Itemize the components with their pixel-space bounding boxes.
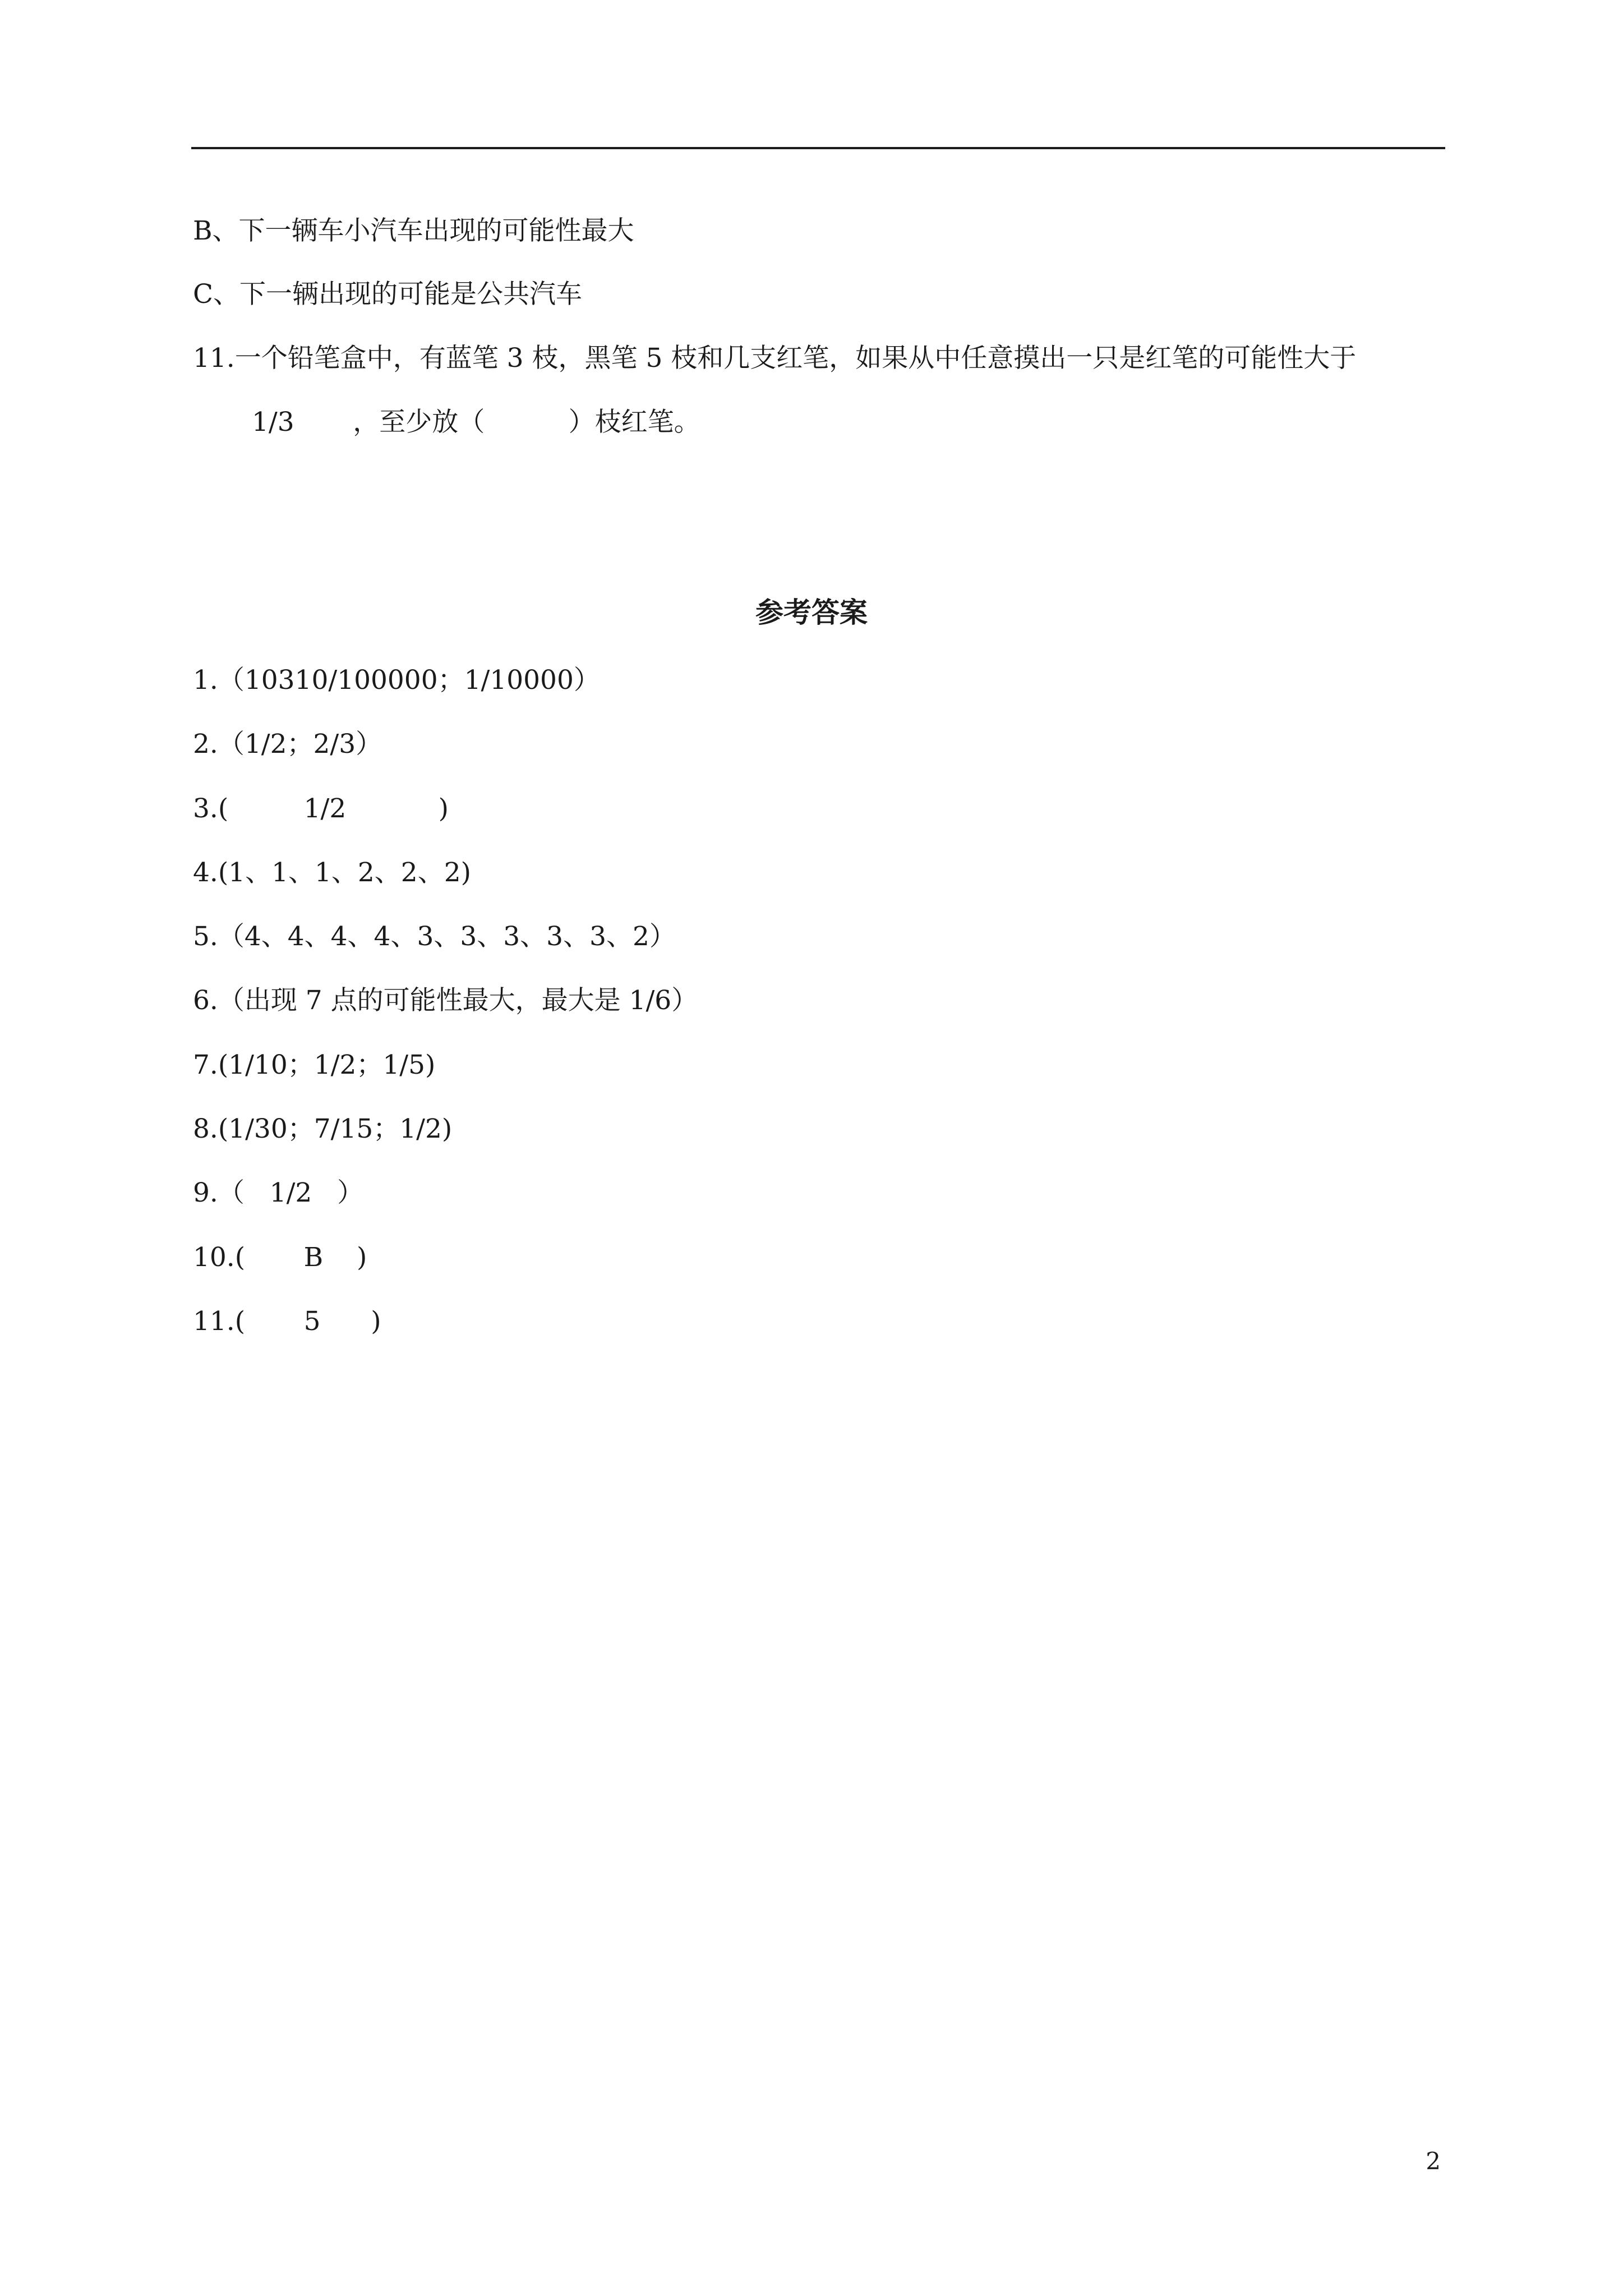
- answer-item-1: 1.（10310/100000；1/10000）: [193, 665, 600, 696]
- answer-item-8: 8.(1/30；7/15；1/2): [193, 1114, 453, 1144]
- answer-item-5: 5.（4、4、4、4、3、3、3、3、3、2）: [193, 921, 676, 952]
- answer-item-6: 6.（出现 7 点的可能性最大，最大是 1/6）: [193, 985, 698, 1016]
- answer-item-3: 3.( 1/2 ): [193, 793, 449, 824]
- page-number: 2: [1426, 2147, 1441, 2175]
- answer-item-7: 7.(1/10；1/2；1/5): [193, 1050, 436, 1080]
- question-11-line-2: 1/3 ，至少放（ ）枝红笔。: [252, 407, 700, 438]
- answer-item-11: 11.( 5 ): [193, 1306, 381, 1337]
- header-rule: [191, 147, 1445, 149]
- answer-item-9: 9.（ 1/2 ）: [193, 1177, 364, 1208]
- answer-item-4: 4.(1、1、1、2、2、2): [193, 857, 471, 888]
- answer-item-10: 10.( B ): [193, 1242, 367, 1273]
- option-c-line: C、下一辆出现的可能是公共汽车: [193, 279, 582, 310]
- option-b-line: B、下一辆车小汽车出现的可能性最大: [193, 215, 634, 246]
- answers-heading: 参考答案: [755, 596, 868, 629]
- question-11-line-1: 11.一个铅笔盒中，有蓝笔 3 枝，黑笔 5 枝和几支红笔，如果从中任意摸出一只是红笔的可能性大于: [193, 343, 1357, 374]
- answer-item-2: 2.（1/2；2/3）: [193, 729, 382, 760]
